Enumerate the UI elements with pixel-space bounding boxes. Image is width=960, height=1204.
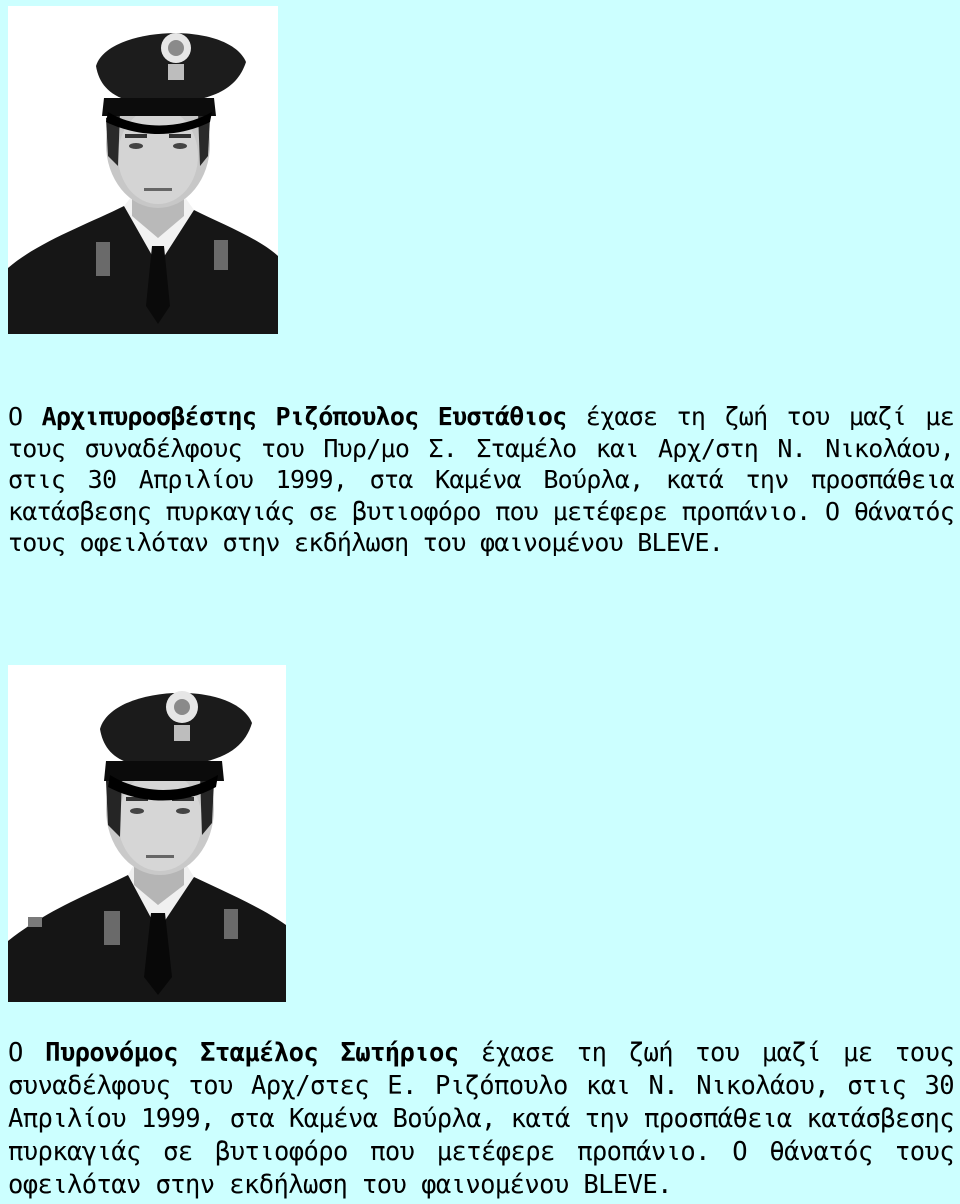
entry-lead-1: Ο [8, 402, 23, 431]
officer-portrait-image [8, 6, 278, 334]
entry-name-1: Αρχιπυροσβέστης Ριζόπουλος Ευστάθιος [41, 402, 567, 431]
entry-description-2: έχασε τη ζωή του μαζί με τους συναδέλφους του Αρχ/στες Ε. Ριζόπουλο και Ν. Νικολάου, στις 30 Απριλίου 1999, στα Καμένα Βούρλα, κατά την προσπάθεια κατάσβεσης πυρκαγιάς σε βυτιοφόρο που μετέφερε προπάνιο. Ο θάνατός τους οφειλόταν στην εκδήλωση του φαινομένου BLEVE. [8, 1038, 954, 1200]
portrait-photo-1 [8, 6, 278, 334]
entry-lead-2: Ο [8, 1038, 23, 1068]
portrait-photo-2 [8, 665, 286, 1002]
officer-portrait-image [8, 665, 286, 1002]
entry-name-2: Πυρονόμος Σταμέλος Σωτήριος [45, 1038, 459, 1068]
entry-description-1: έχασε τη ζωή του μαζί με τους συναδέλφους του Πυρ/μο Σ. Σταμέλο και Αρχ/στη Ν. Νικολάου, στις 30 Απριλίου 1999, στα Καμένα Βούρλα, κατά την προσπάθεια κατάσβεσης πυρκαγιάς σε βυτιοφόρο που μετέφερε προπάνιο. Ο θάνατός τους οφειλόταν στην εκδήλωση του φαινομένου BLEVE. [8, 402, 954, 558]
entry-text-2 [8, 1037, 954, 1202]
entry-text-1 [8, 401, 954, 559]
